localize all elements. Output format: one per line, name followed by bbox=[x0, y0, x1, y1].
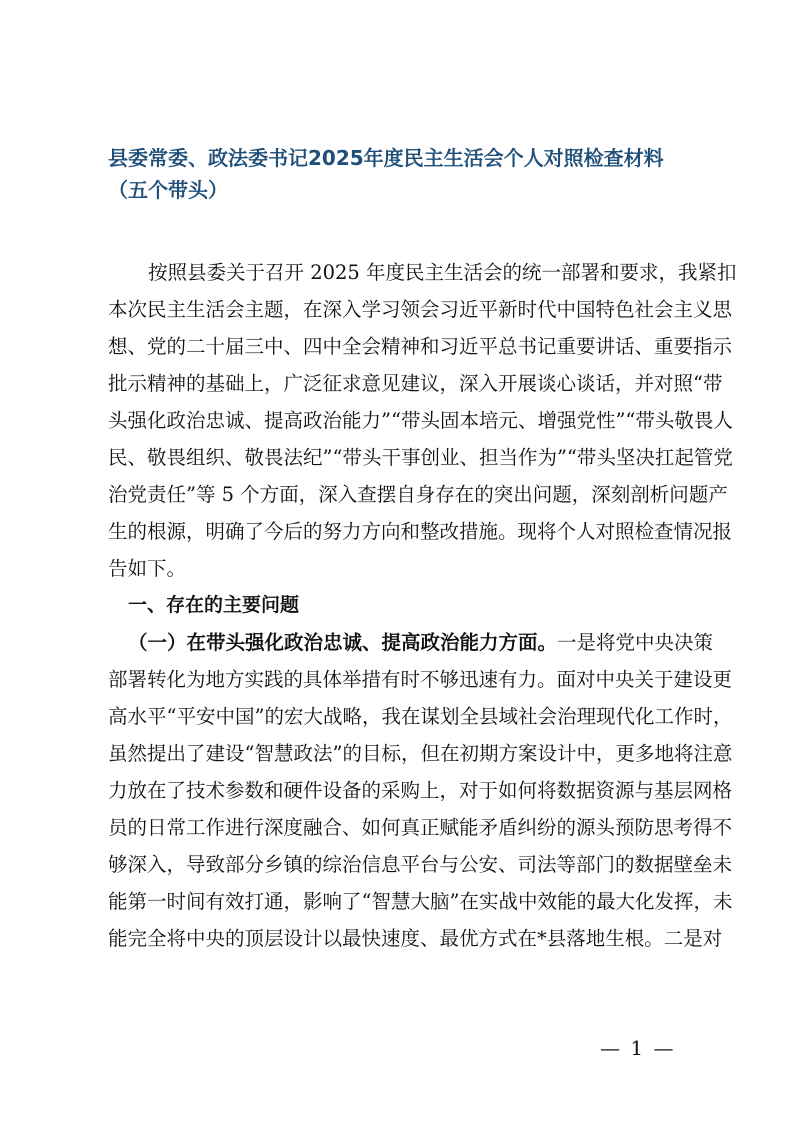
subsection-text: 一是将党中央决策 bbox=[557, 631, 714, 654]
intro-line: 生的根源，明确了今后的努力方向和整改措施。现将个人对照检查情况报 bbox=[108, 520, 733, 543]
document-body bbox=[108, 254, 737, 957]
body-line: 高水平“平安中国”的宏大战略，我在谋划全县域社会治理现代化工作时， bbox=[108, 705, 733, 728]
body-line: 虽然提出了建设“智慧政法”的目标，但在初期方案设计中，更多地将注意 bbox=[108, 742, 733, 765]
page-number: — 1 — bbox=[600, 1036, 676, 1060]
body-line: 能完全将中央的顶层设计以最快速度、最优方式在*县落地生根。二是对 bbox=[108, 927, 723, 950]
body-line: 力放在了技术参数和硬件设备的采购上，对于如何将数据资源与基层网格 bbox=[108, 779, 733, 802]
intro-line: 治党责任”等 5 个方面，深入查摆自身存在的突出问题，深刻剖析问题产 bbox=[108, 483, 728, 506]
intro-line: 头强化政治忠诚、提高政治能力”“带头固本培元、增强党性”“带头敬畏人 bbox=[108, 409, 733, 432]
intro-line: 民、敬畏组织、敬畏法纪”“带头干事创业、担当作为”“带头坚决扛起管党 bbox=[108, 446, 733, 469]
intro-line: 批示精神的基础上，广泛征求意见建议，深入开展谈心谈话，并对照“带 bbox=[108, 372, 723, 395]
section-heading: 一、存在的主要问题 bbox=[128, 594, 300, 616]
body-line: 够深入，导致部分乡镇的综治信息平台与公安、司法等部门的数据壁垒未 bbox=[108, 853, 733, 876]
subsection-first-line bbox=[108, 624, 714, 661]
body-line: 能第一时间有效打通，影响了“智慧大脑”在实战中效能的最大化发挥，未 bbox=[108, 890, 733, 913]
intro-line: 本次民主生活会主题，在深入学习领会习近平新时代中国特色社会主义思 bbox=[108, 298, 733, 321]
body-line: 员的日常工作进行深度融合、如何真正赋能矛盾纠纷的源头预防思考得不 bbox=[108, 816, 733, 839]
document-title: 县委常委、政法委书记2025年度民主生活会个人对照检查材料（五个带头） bbox=[108, 146, 664, 202]
body-line: 部署转化为地方实践的具体举措有时不够迅速有力。面对中央关于建设更 bbox=[108, 668, 733, 691]
intro-line: 按照县委关于召开 2025 年度民主生活会的统一部署和要求，我紧扣 bbox=[148, 261, 737, 284]
intro-line: 告如下。 bbox=[108, 557, 187, 580]
subsection-heading: （一）在带头强化政治忠诚、提高政治能力方面。 bbox=[128, 631, 558, 654]
intro-line: 想、党的二十届三中、四中全会精神和习近平总书记重要讲话、重要指示 bbox=[108, 335, 733, 358]
